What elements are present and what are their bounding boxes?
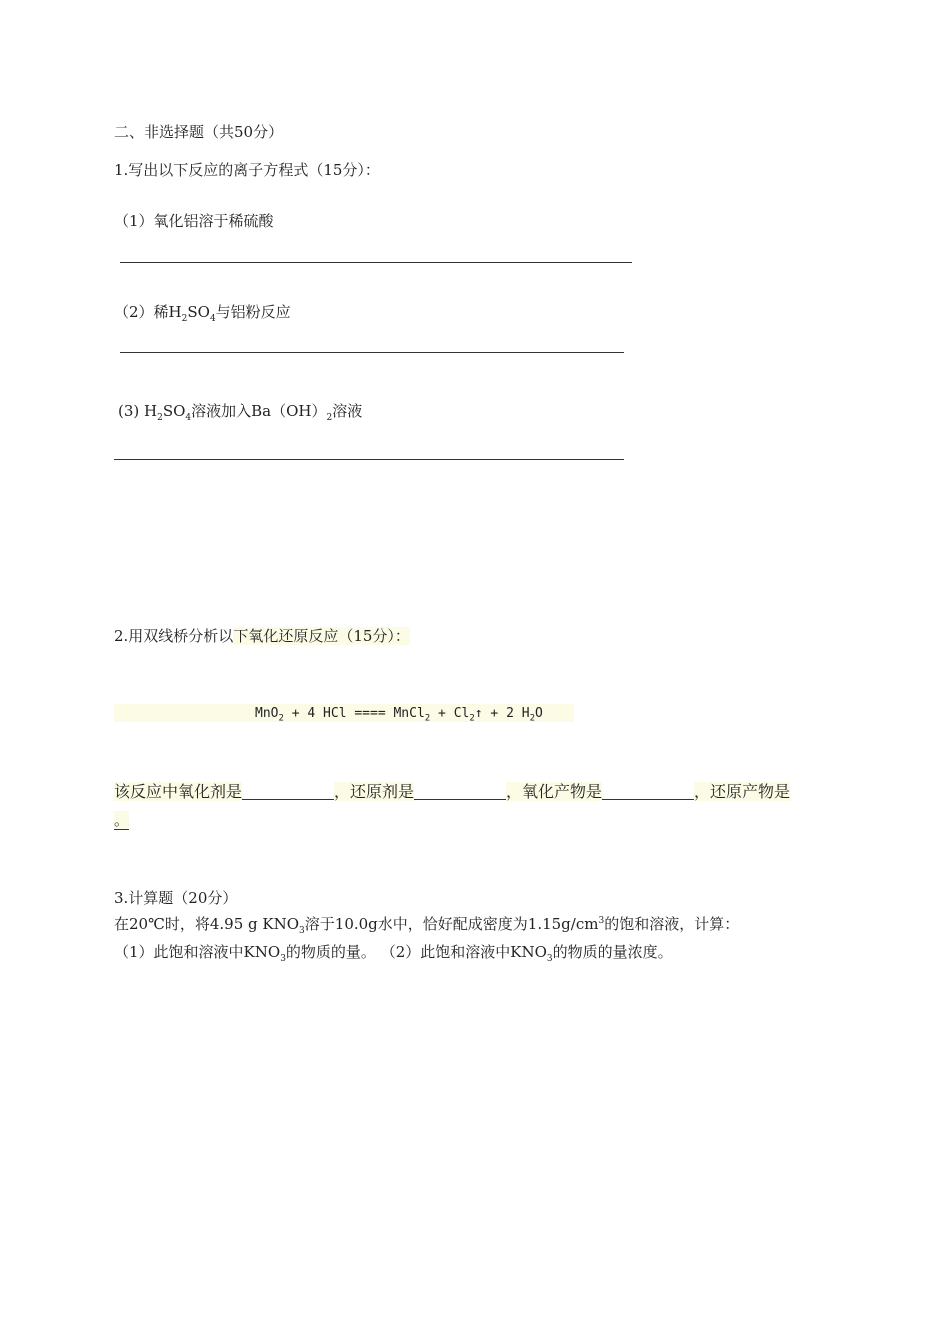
q3-line1-a: 在20℃时，将4.95 g KNO — [114, 915, 300, 933]
question-2-fill-line — [114, 782, 790, 802]
question-2-title-b: 下氧化还原反应（15分）： — [233, 627, 410, 645]
question-3-line-2 — [114, 942, 673, 962]
item-3-text-b: SO — [162, 402, 186, 420]
question-2-fill-end — [114, 810, 129, 830]
question-2-title — [114, 626, 410, 646]
item-2-text-a: （2）稀H — [114, 303, 182, 321]
item-3-text-d: 溶液 — [332, 402, 363, 420]
subscript: 2 — [278, 713, 284, 724]
q3-line1-c: 的饱和溶液，计算： — [604, 915, 740, 933]
subscript: 2 — [157, 413, 163, 423]
subscript: 2 — [529, 713, 535, 724]
eq-water: + 2 H — [482, 706, 530, 721]
item-3-text-a: (3) H — [118, 402, 158, 420]
reductant-label: ，还原剂是 — [334, 782, 415, 801]
question-3-line-1 — [114, 914, 739, 934]
item-2-text-b: SO — [187, 303, 210, 321]
q3-line1-b: 溶于10.0g水中，恰好配成密度为1.15g/cm — [304, 915, 599, 933]
subscript: 3 — [299, 926, 305, 936]
subscript: 2 — [326, 413, 333, 423]
reduction-product-label: ，还原产物是 — [694, 782, 791, 801]
eq-cl: + Cl — [430, 706, 470, 721]
equation — [255, 704, 543, 724]
oxidation-product-label: ，氧化产物是 — [506, 782, 603, 801]
superscript: 3 — [598, 916, 605, 926]
answer-line-1-2[interactable] — [120, 352, 624, 353]
q3-line2-a: （1）此饱和溶液中KNO — [114, 943, 281, 961]
subscript: 2 — [424, 713, 431, 724]
item-3-text-c: 溶液加入Ba（OH） — [191, 402, 327, 420]
oxidation-product-blank[interactable] — [602, 783, 694, 800]
question-1-item-3 — [118, 401, 362, 421]
q3-line2-c: 的物质的量浓度。 — [552, 943, 673, 961]
subscript: 3 — [546, 954, 553, 964]
eq-hcl: + 4 HCl ==== MnCl — [283, 706, 425, 721]
item-2-text-c: 与铝粉反应 — [215, 303, 291, 321]
subscript: 2 — [469, 713, 475, 724]
oxidant-blank[interactable] — [242, 783, 334, 800]
gas-arrow-icon: ↑ — [474, 706, 483, 721]
subscript: 4 — [185, 413, 192, 423]
answer-line-1-3[interactable] — [114, 459, 624, 460]
question-2-title-a: 2.用双线桥分析以 — [114, 627, 234, 645]
eq-o: O — [535, 706, 543, 721]
fill-end-punct: 。 — [114, 811, 130, 829]
reductant-blank[interactable] — [414, 783, 506, 800]
oxidant-label: 该反应中氧化剂是 — [114, 782, 243, 801]
question-1-item-2 — [114, 302, 291, 322]
subscript: 2 — [181, 314, 188, 324]
q3-line2-b: 的物质的量。 （2）此饱和溶液中KNO — [285, 943, 547, 961]
eq-mno: MnO — [255, 706, 279, 721]
subscript: 4 — [209, 314, 216, 324]
question-3-title: 3.计算题（20分） — [114, 889, 238, 907]
question-1-title: 1.写出以下反应的离子方程式（15分）： — [114, 161, 380, 179]
section-title: 二、非选择题（共50分） — [114, 123, 284, 141]
question-1-item-1: （1）氧化铝溶于稀硫酸 — [114, 212, 274, 230]
subscript: 3 — [280, 954, 286, 964]
answer-line-1-1[interactable] — [120, 262, 632, 263]
